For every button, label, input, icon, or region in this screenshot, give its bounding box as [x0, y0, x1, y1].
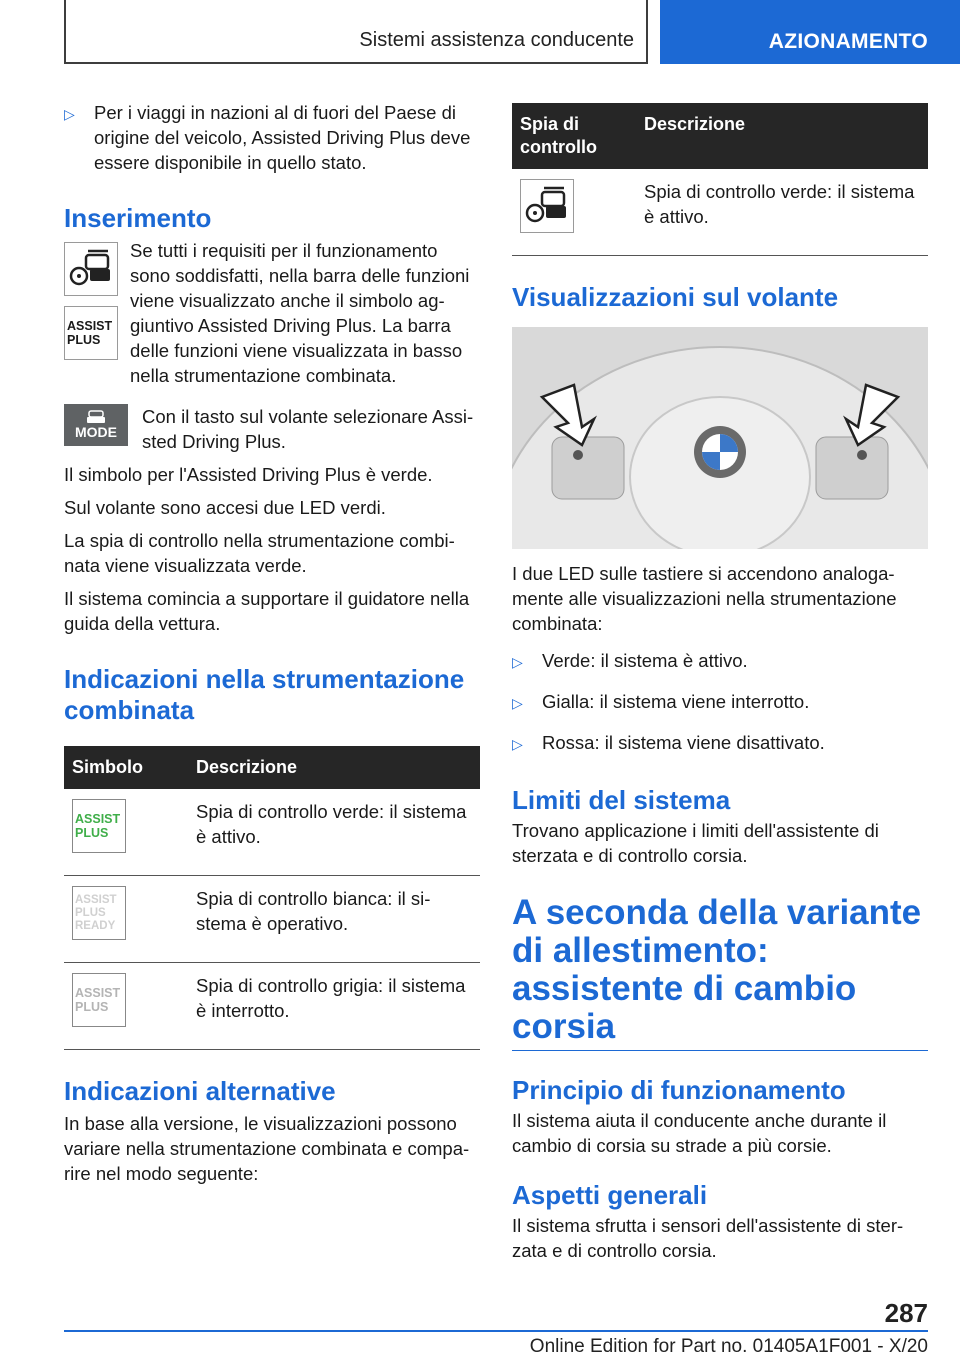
mode-button-icon: MODE [64, 404, 128, 446]
table-row [64, 963, 480, 1050]
para-symbol-green: Il simbolo per l'Assisted Driving Plus è verde. [64, 464, 433, 485]
volante-text: I due LED sulle tastiere si accendono analoga-mente alle visualizzazioni nella strumentazione combinata: [512, 563, 897, 634]
intro-bullet [64, 100, 480, 175]
table-row-description: Spia di controllo grigia: il sistema è interrotto. [188, 963, 480, 1050]
limiti-text: Trovano applicazione i limiti dell'assistente di sterzata e di controllo corsia. [512, 820, 879, 866]
principio-text: Il sistema aiuta il conducente anche durante il cambio di corsia su strade a più corsie. [512, 1110, 887, 1156]
alternative-text: In base alla versione, le visualizzazioni possono variare nella strumentazione combinata e compa-rire nel modo seguente: [64, 1113, 470, 1184]
steering-wheel-image [512, 327, 928, 549]
indicator-table [512, 103, 928, 256]
para-indicator: La spia di controllo nella strumentazione combi-nata viene visualizzata verde. [64, 530, 455, 576]
principio-heading: Principio di funzionamento [512, 1075, 846, 1105]
mode-block [64, 404, 480, 454]
table-row-description: Spia di controllo bianca: il si-stema è operativo. [188, 876, 480, 963]
table-header-description: Descrizione [188, 746, 480, 789]
left-column [64, 100, 480, 1186]
para-support: Il sistema comincia a supportare il guidatore nella guida della vettura. [64, 588, 470, 634]
right-column [512, 103, 928, 1263]
aspetti-heading: Aspetti generali [512, 1180, 708, 1210]
alternative-heading: Indicazioni alternative [64, 1076, 336, 1106]
header-chapter-title: AZIONAMENTO [768, 30, 928, 53]
assist-plus-green-icon: ASSIST PLUS [72, 799, 126, 853]
footer-edition: Online Edition for Part no. 01405A1F001 - X/20 [529, 1336, 928, 1357]
symbols-table [64, 746, 480, 1050]
led-bullet-green: ▷ Verde: il sistema è attivo. [512, 648, 928, 675]
assisted-driving-icon [64, 242, 118, 296]
assist-plus-grey-icon: ASSIST PLUS [72, 973, 126, 1027]
main-section-heading: A seconda della variante di allestimento: assistente di cambio corsia [512, 894, 928, 1051]
led-bullet-red: ▷ Rossa: il sistema viene disattivato. [512, 730, 928, 757]
bullet-triangle-icon: ▷ [64, 106, 75, 122]
table-row [64, 789, 480, 876]
table-header-symbol: Simbolo [64, 746, 188, 789]
footer-divider [64, 1330, 928, 1332]
page-number: 287 [884, 1298, 928, 1328]
inserimento-text: Se tutti i requisiti per il funzionamento sono soddisfatti, nella barra delle funzioni viene visualizzato anche il simbolo ag-giuntivo Assisted Driving Plus. La barra delle funzioni viene visualizzata in basso nella strumentazione combinata. [130, 240, 470, 386]
header-section-title: Sistemi assistenza conducente [359, 29, 634, 51]
inserimento-heading: Inserimento [64, 203, 212, 233]
indicazioni-heading: Indicazioni nella strumentazione combinata [64, 664, 465, 725]
header-chapter [660, 0, 960, 64]
aspetti-text: Il sistema sfrutta i sensori dell'assistente di ster-zata e di controllo corsia. [512, 1215, 904, 1261]
mode-text: Con il tasto sul volante selezionare Assi-sted Driving Plus. [142, 406, 474, 452]
bullet-triangle-icon: ▷ [512, 695, 523, 711]
table-row-description: Spia di controllo verde: il sistema è attivo. [188, 789, 480, 876]
para-leds: Sul volante sono accesi due LED verdi. [64, 497, 386, 518]
bullet-triangle-icon: ▷ [512, 736, 523, 752]
table-row [512, 169, 928, 256]
assist-plus-ready-icon: ASSIST PLUS READY [72, 886, 126, 940]
table-row [64, 876, 480, 963]
volante-heading: Visualizzazioni sul volante [512, 282, 839, 312]
limiti-heading: Limiti del sistema [512, 785, 731, 815]
assisted-driving-indicator-icon [520, 179, 574, 233]
bullet-triangle-icon: ▷ [512, 654, 523, 670]
intro-bullet-text: Per i viaggi in nazioni al di fuori del Paese di origine del veicolo, Assisted Driving Plus deve essere disponibile in quello stato. [94, 102, 471, 173]
table-header-description: Descrizione [636, 103, 928, 169]
table-row-description: Spia di controllo verde: il sistema è attivo. [636, 169, 928, 256]
table-header-indicator: Spia di controllo [512, 103, 636, 169]
inserimento-block [64, 242, 480, 388]
assist-plus-icon: ASSIST PLUS [64, 306, 118, 360]
led-bullet-yellow: ▷ Gialla: il sistema viene interrotto. [512, 689, 928, 716]
header-section [64, 0, 648, 64]
